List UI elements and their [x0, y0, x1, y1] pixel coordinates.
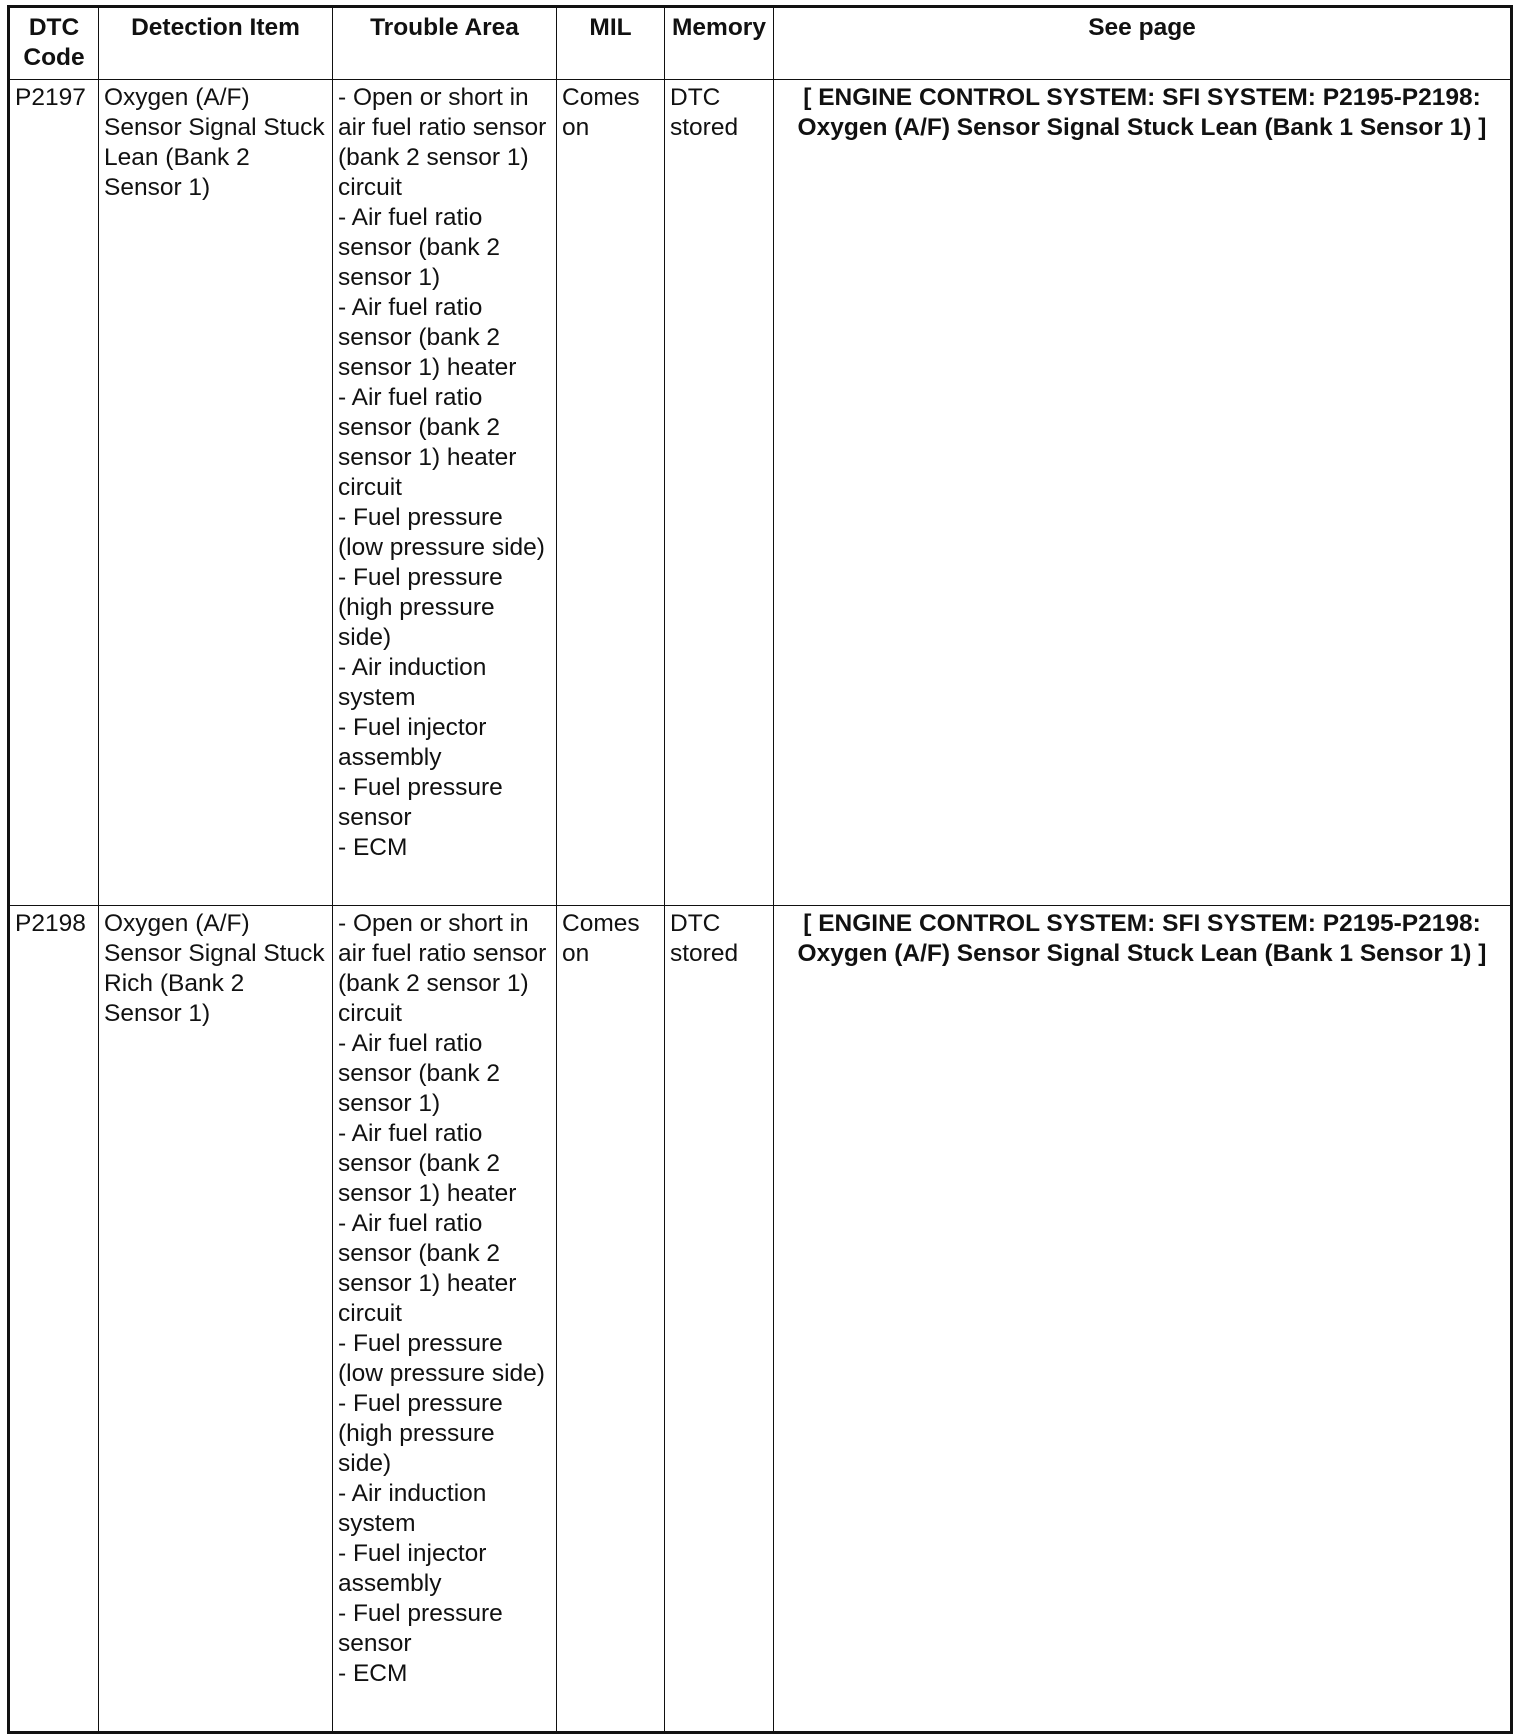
trouble-area-item: - Air induction system: [338, 654, 487, 711]
trouble-area-item: - Fuel pressure sensor: [338, 774, 503, 831]
trouble-area-item: - Fuel injector assembly: [338, 714, 487, 771]
memory-cell: DTC stored: [665, 80, 774, 906]
mil-cell: Comes on: [557, 80, 665, 906]
header-dtc-code: [9, 7, 99, 80]
detection-item-cell: Oxygen (A/F) Sensor Signal Stuck Rich (Bank 2 Sensor 1): [99, 906, 333, 1733]
trouble-area-item: - Air fuel ratio sensor (bank 2 sensor 1) heater: [338, 1120, 517, 1207]
table-row: [9, 906, 1512, 1733]
trouble-area-item: - Air induction system: [338, 1480, 487, 1537]
dtc-table: [7, 5, 1513, 1734]
header-dtc-code-line2: Code: [23, 44, 85, 71]
trouble-area-item: - Fuel pressure sensor: [338, 1600, 503, 1657]
trouble-area-item: - Fuel pressure (high pressure side): [338, 1390, 503, 1477]
trouble-area-item: - Air fuel ratio sensor (bank 2 sensor 1): [338, 204, 501, 291]
trouble-area-item: - Fuel pressure (low pressure side): [338, 504, 545, 561]
header-trouble-area: Trouble Area: [333, 7, 557, 80]
see-page-link[interactable]: [ ENGINE CONTROL SYSTEM: SFI SYSTEM: P2195-P2198: Oxygen (A/F) Sensor Signal Stuck Lean (Bank 1 Sensor 1) ]: [774, 906, 1512, 1733]
trouble-area-item: - Fuel pressure (high pressure side): [338, 564, 503, 651]
detection-item-cell: Oxygen (A/F) Sensor Signal Stuck Lean (Bank 2 Sensor 1): [99, 80, 333, 906]
mil-cell: Comes on: [557, 906, 665, 1733]
trouble-area-item: - Air fuel ratio sensor (bank 2 sensor 1) heater circuit: [338, 384, 517, 501]
memory-cell: DTC stored: [665, 906, 774, 1733]
trouble-area-cell: [333, 906, 557, 1733]
table-row: [9, 80, 1512, 906]
trouble-area-cell: [333, 80, 557, 906]
header-memory: Memory: [665, 7, 774, 80]
trouble-area-item: - Air fuel ratio sensor (bank 2 sensor 1): [338, 1030, 501, 1117]
header-see-page: See page: [774, 7, 1512, 80]
trouble-area-item: - Fuel injector assembly: [338, 1540, 487, 1597]
trouble-area-item: - Air fuel ratio sensor (bank 2 sensor 1) heater circuit: [338, 1210, 517, 1327]
table-header-row: [9, 7, 1512, 80]
trouble-area-item: - ECM: [338, 834, 408, 861]
header-mil: MIL: [557, 7, 665, 80]
see-page-link[interactable]: [ ENGINE CONTROL SYSTEM: SFI SYSTEM: P2195-P2198: Oxygen (A/F) Sensor Signal Stuck Lean (Bank 1 Sensor 1) ]: [774, 80, 1512, 906]
trouble-area-item: - Open or short in air fuel ratio sensor (bank 2 sensor 1) circuit: [338, 84, 547, 201]
trouble-area-item: - Fuel pressure (low pressure side): [338, 1330, 545, 1387]
dtc-code-cell: P2198: [9, 906, 99, 1733]
dtc-code-cell: P2197: [9, 80, 99, 906]
trouble-area-item: - Air fuel ratio sensor (bank 2 sensor 1) heater: [338, 294, 517, 381]
header-detection-item: Detection Item: [99, 7, 333, 80]
trouble-area-item: - ECM: [338, 1660, 408, 1687]
trouble-area-item: - Open or short in air fuel ratio sensor (bank 2 sensor 1) circuit: [338, 910, 547, 1027]
header-dtc-code-line1: DTC: [28, 14, 80, 41]
